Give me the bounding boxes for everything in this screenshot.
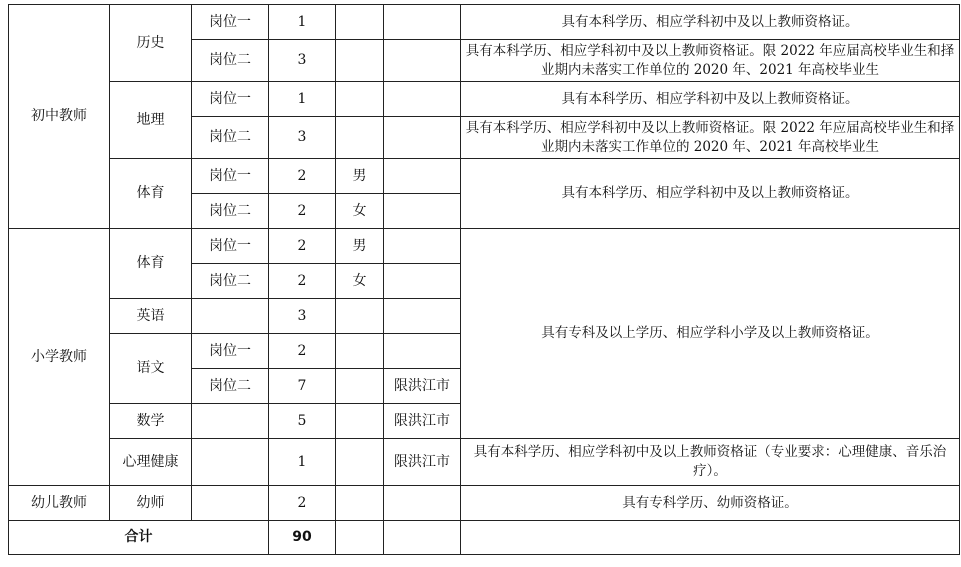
post-cell: 岗位一 [192,5,269,40]
subject-cell: 体育 [110,229,192,299]
total-row [9,521,960,555]
count-cell: 3 [269,299,336,334]
requirement-cell: 具有专科学历、幼师资格证。 [461,486,960,521]
subject-cell: 心理健康 [110,439,192,486]
requirement-cell: 具有本科学历、相应学科初中及以上教师资格证。 [461,5,960,40]
table-row [9,82,960,117]
subject-cell: 语文 [110,334,192,404]
note-cell [384,299,461,334]
post-cell [192,404,269,439]
count-cell: 3 [269,40,336,82]
post-cell: 岗位二 [192,194,269,229]
count-cell: 1 [269,439,336,486]
gender-cell: 男 [336,159,384,194]
gender-cell [336,369,384,404]
requirement-cell: 具有本科学历、相应学科初中及以上教师资格证（专业要求：心理健康、音乐治疗）。 [461,439,960,486]
note-cell [384,194,461,229]
gender-cell [336,5,384,40]
gender-cell [336,299,384,334]
total-count: 90 [269,521,336,555]
recruitment-table [8,4,960,555]
post-cell [192,486,269,521]
category-cell: 小学教师 [9,229,110,486]
subject-cell: 体育 [110,159,192,229]
note-cell [384,159,461,194]
count-cell: 2 [269,159,336,194]
note-cell [384,229,461,264]
count-cell: 2 [269,194,336,229]
note-cell: 限洪江市 [384,404,461,439]
note-cell [384,40,461,82]
table-row [9,439,960,486]
gender-cell: 男 [336,229,384,264]
subject-cell: 历史 [110,5,192,82]
post-cell [192,439,269,486]
recruitment-table-sheet [8,4,959,565]
subject-cell: 地理 [110,82,192,159]
note-cell: 限洪江市 [384,369,461,404]
note-cell [384,117,461,159]
count-cell: 5 [269,404,336,439]
count-cell: 3 [269,117,336,159]
count-cell: 2 [269,334,336,369]
post-cell [192,299,269,334]
table-row [9,229,960,264]
post-cell: 岗位一 [192,229,269,264]
gender-cell [336,486,384,521]
note-cell [384,264,461,299]
post-cell: 岗位二 [192,117,269,159]
subject-cell: 英语 [110,299,192,334]
post-cell: 岗位二 [192,264,269,299]
category-cell: 幼儿教师 [9,486,110,521]
post-cell: 岗位二 [192,40,269,82]
count-cell: 2 [269,229,336,264]
requirement-cell: 具有本科学历、相应学科初中及以上教师资格证。限 2022 年应届高校毕业生和择业期内未落实工作单位的 2020 年、2021 年高校毕业生 [461,117,960,159]
gender-cell: 女 [336,194,384,229]
gender-cell: 女 [336,264,384,299]
post-cell: 岗位二 [192,369,269,404]
requirement-cell: 具有专科及以上学历、相应学科小学及以上教师资格证。 [461,229,960,439]
note-cell: 限洪江市 [384,439,461,486]
post-cell: 岗位一 [192,82,269,117]
gender-cell [336,334,384,369]
note-cell [384,521,461,555]
requirement-cell: 具有本科学历、相应学科初中及以上教师资格证。 [461,82,960,117]
note-cell [384,334,461,369]
gender-cell [336,40,384,82]
requirement-cell: 具有本科学历、相应学科初中及以上教师资格证。限 2022 年应届高校毕业生和择业期内未落实工作单位的 2020 年、2021 年高校毕业生 [461,40,960,82]
requirement-cell [461,521,960,555]
category-cell: 初中教师 [9,5,110,229]
gender-cell [336,404,384,439]
subject-cell: 数学 [110,404,192,439]
gender-cell [336,439,384,486]
gender-cell [336,82,384,117]
table-row [9,486,960,521]
note-cell [384,5,461,40]
post-cell: 岗位一 [192,159,269,194]
gender-cell [336,521,384,555]
count-cell: 7 [269,369,336,404]
note-cell [384,82,461,117]
count-cell: 1 [269,5,336,40]
note-cell [384,486,461,521]
post-cell: 岗位一 [192,334,269,369]
count-cell: 1 [269,82,336,117]
table-row [9,159,960,194]
subject-cell: 幼师 [110,486,192,521]
gender-cell [336,117,384,159]
count-cell: 2 [269,486,336,521]
total-label: 合计 [9,521,269,555]
table-row [9,5,960,40]
count-cell: 2 [269,264,336,299]
requirement-cell: 具有本科学历、相应学科初中及以上教师资格证。 [461,159,960,229]
